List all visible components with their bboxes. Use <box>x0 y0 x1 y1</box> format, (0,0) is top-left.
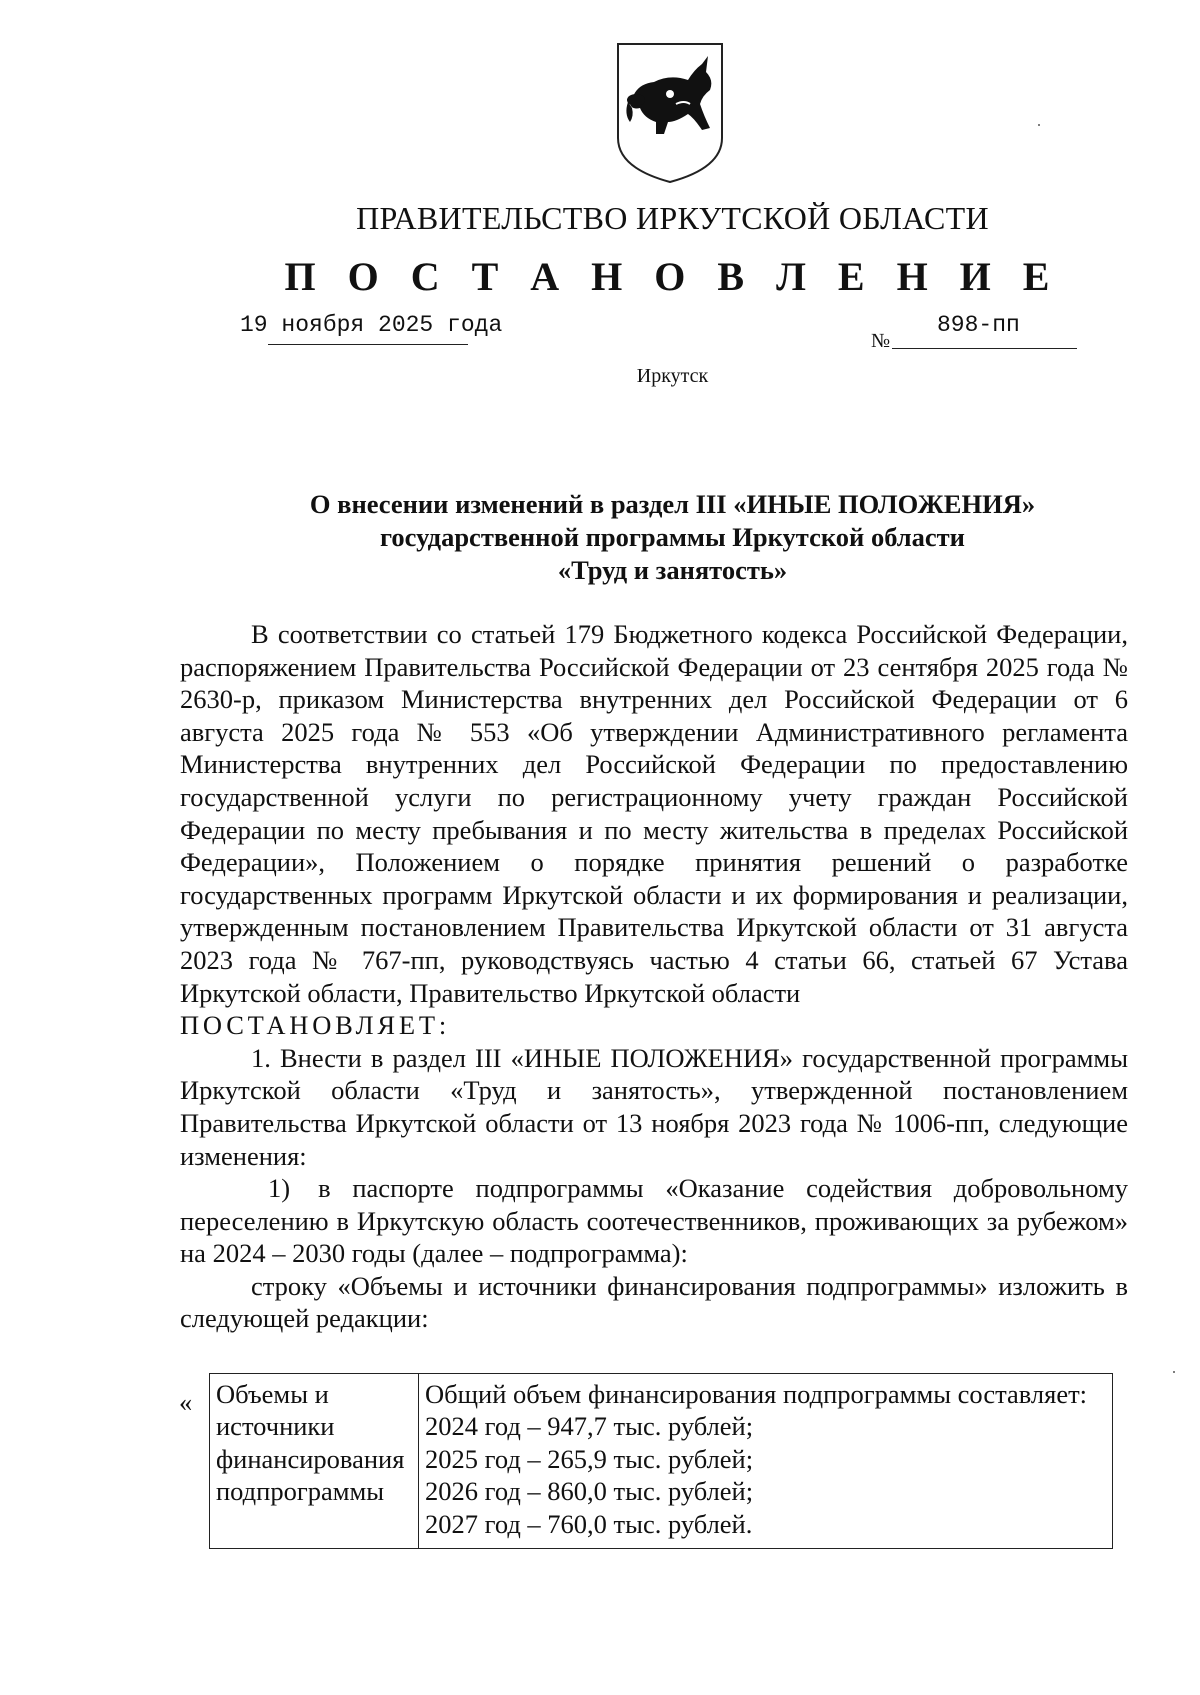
number-underline <box>892 348 1077 349</box>
table-content-cell <box>419 1374 1113 1549</box>
financing-year-row: 2027 год – 760,0 тыс. рублей. <box>425 1508 753 1539</box>
financing-year-row: 2024 год – 947,7 тыс. рублей; <box>425 1411 754 1442</box>
decree-title <box>180 488 1165 587</box>
financing-intro: Общий объем финансирования подпрограммы составляет: <box>425 1379 1088 1409</box>
label-line: источники <box>216 1411 335 1442</box>
decree-number: 898-пп <box>937 312 1020 338</box>
preamble-paragraph: В соответствии со статьей 179 Бюджетного кодекса Российской Федерации, распоряжением Правительства Российской Федерации от 23 сентября 2025 года № 2630-р, приказом Министерства внутренних дел Российской Федерации от 6 августа 2025 года № 553 «Об утверждении Административного регламента Министерства внутренних дел Российской Федерации по предоставлению государственной услуги по регистрационному учету граждан Российской Федерации по месту пребывания и по месту жительства в пределах Российской Федерации», Положением о порядке принятия решений о разработке государственных программ Иркутской области и их формирования и реализации, утвержденным постановлением Правительства Иркутской области от 31 августа 2023 года № 767-пп, руководствуясь частью 4 статьи 66, статьей 67 Устава Иркутской области, Правительство Иркутской области <box>180 619 1128 1008</box>
subitem-number: 1) <box>268 1173 291 1204</box>
opening-quote: « <box>179 1387 193 1417</box>
item-1-paragraph: 1. Внести в раздел III «ИНЫЕ ПОЛОЖЕНИЯ» государственной программы Иркутской области «Труд и занятость», утвержденной постановлением Правительства Иркутской области от 13 ноября 2023 года № 1006-пп, следующие изменения: <box>180 1042 1128 1171</box>
government-name: ПРАВИТЕЛЬСТВО ИРКУТСКОЙ ОБЛАСТИ <box>356 200 989 236</box>
subitem-1-paragraph <box>180 1172 1128 1270</box>
subitem-text: в паспорте подпрограммы «Оказание содействия добровольному переселению в Иркутскую область соотечественников, проживающих за рубежом» на 2024 – 2030 годы (далее – подпрограмма): <box>180 1173 1128 1269</box>
decree-body <box>180 618 1128 1335</box>
financing-table <box>209 1373 1113 1549</box>
financing-year-row: 2026 год – 860,0 тыс. рублей; <box>425 1476 754 1507</box>
coat-of-arms-emblem <box>610 38 730 186</box>
decree-verb: ПОСТАНОВЛЯЕТ: <box>180 1010 451 1041</box>
number-label: № <box>871 330 891 352</box>
table-label-cell <box>210 1374 419 1549</box>
label-line: подпрограммы <box>216 1476 385 1507</box>
title-line: государственной программы Иркутской области <box>380 522 965 552</box>
title-line: О внесении изменений в раздел III «ИНЫЕ ПОЛОЖЕНИЯ» <box>309 489 1036 519</box>
city-name: Иркутск <box>636 365 709 387</box>
scan-speck <box>1038 124 1040 126</box>
scan-speck <box>1173 1371 1175 1373</box>
title-line: «Труд и занятость» <box>557 555 788 585</box>
decree-date: 19 ноября 2025 года <box>240 312 503 338</box>
replace-line-paragraph: строку «Объемы и источники финансирования подпрограммы» изложить в следующей редакции: <box>180 1270 1128 1334</box>
table-row <box>210 1374 1113 1549</box>
financing-year-row: 2025 год – 265,9 тыс. рублей; <box>425 1443 754 1474</box>
date-underline <box>268 344 468 345</box>
label-line: финансирования <box>216 1443 405 1474</box>
document-type-heading: П О С Т А Н О В Л Е Н И Е <box>284 254 1061 299</box>
label-line: Объемы и <box>216 1379 329 1409</box>
